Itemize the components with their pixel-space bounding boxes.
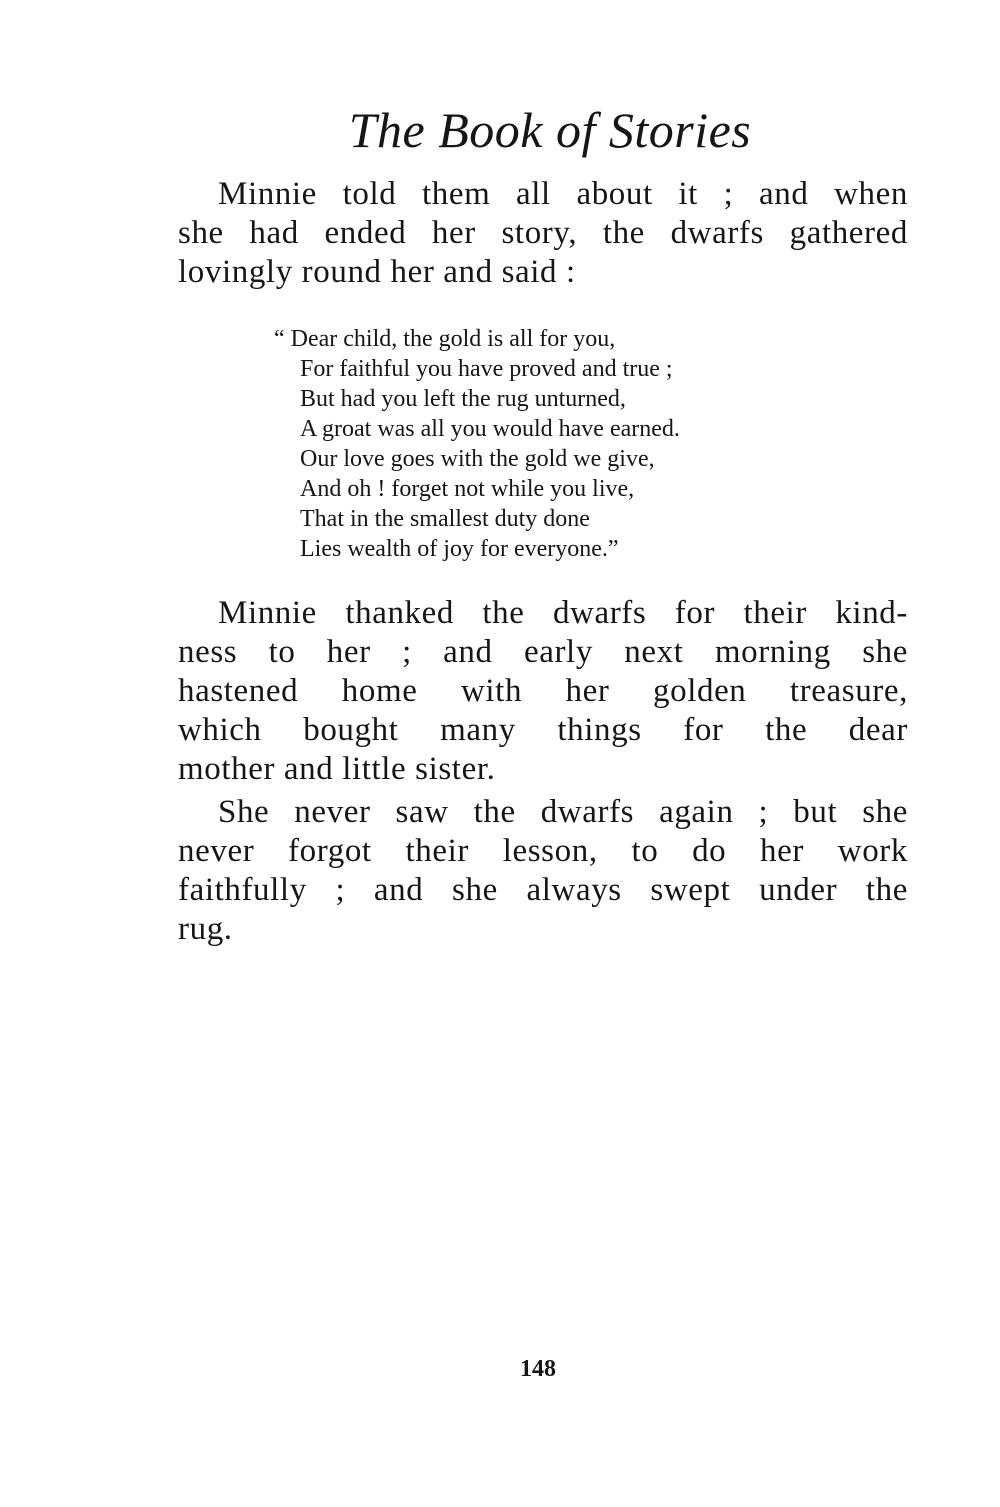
running-head: The Book of Stories: [348, 102, 752, 158]
verse-line: And oh ! forget not while you live,: [300, 476, 635, 502]
paragraph-line: mother and little sister.: [178, 751, 496, 787]
paragraph-line: never forgot their lesson, to do her work: [178, 833, 908, 869]
verse-line: For faithful you have proved and true ;: [300, 356, 673, 382]
paragraph-2: [178, 594, 908, 789]
paragraph-line: which bought many things for the dear: [178, 712, 908, 748]
verse-line: Our love goes with the gold we give,: [300, 446, 655, 472]
verse-block: [274, 324, 834, 564]
paragraph-line: she had ended her story, the dwarfs gathered: [178, 215, 908, 251]
page-number: 148: [520, 1356, 556, 1382]
paragraph-line: lovingly round her and said :: [178, 254, 576, 290]
verse-line: But had you left the rug unturned,: [300, 386, 626, 412]
verse-line: That in the smallest duty done: [300, 506, 590, 532]
verse-line: A groat was all you would have earned.: [300, 416, 680, 442]
verse-line: “ Dear child, the gold is all for you,: [274, 326, 616, 352]
paragraph-3: [178, 793, 908, 949]
verse-line: Lies wealth of joy for everyone.”: [300, 536, 619, 562]
paragraph-line: ness to her ; and early next morning she: [178, 634, 908, 670]
paragraph-line: Minnie thanked the dwarfs for their kind-: [218, 595, 908, 631]
paragraph-line: She never saw the dwarfs again ; but she: [218, 794, 908, 830]
paragraph-line: Minnie told them all about it ; and when: [218, 176, 908, 212]
paragraph-line: hastened home with her golden treasure,: [178, 673, 908, 709]
paragraph-line: faithfully ; and she always swept under the: [178, 872, 908, 908]
paragraph-line: rug.: [178, 911, 233, 947]
paragraph-1: [178, 175, 908, 292]
